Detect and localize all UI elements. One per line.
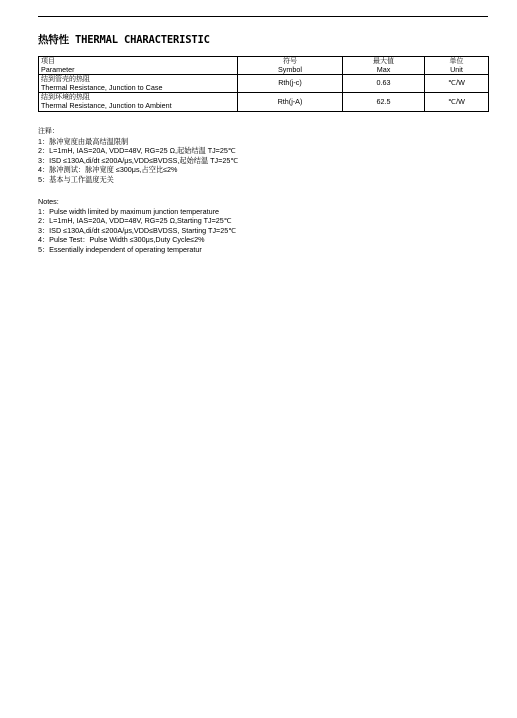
row-symbol: Rth(j-A) [238,93,343,111]
note-item: 4：Pulse Test：Pulse Width ≤300μs,Duty Cycle≤2% [38,235,205,245]
note-item: 5：基本与工作温度无关 [38,174,114,184]
notes-chinese [38,127,238,185]
row-symbol: Rth(j-c) [238,75,343,93]
note-item: 3：ISD ≤130A,di/dt ≤200A/μs,VDD≤BVDSS, Starting TJ=25℃ [38,225,237,235]
header-max-en: Max [376,64,391,74]
row-parameter-zh: 结到环境的热阻 [41,93,90,102]
notes-chinese-title: 注释： [38,127,59,135]
header-symbol [238,57,343,75]
header-unit-zh: 单位 [449,57,464,65]
row-parameter-zh: 结到管壳的热阻 [41,75,90,84]
thermal-characteristics-table [38,56,489,112]
header-max-zh: 最大值 [373,57,394,65]
header-parameter-zh: 项目 [41,57,55,65]
table-header-row [39,57,489,75]
section-heading: 热特性 THERMAL CHARACTERISTIC [38,34,210,46]
row-parameter [39,93,238,111]
table-row [39,93,489,111]
header-unit-en: Unit [450,64,463,74]
note-item: 3：ISD ≤130A,di/dt ≤200A/μs,VDD≤BVDSS,起始结温 TJ=25℃ [38,155,239,165]
row-parameter [39,75,238,93]
header-parameter [39,57,238,75]
header-symbol-zh: 符号 [283,57,297,65]
note-item: 1：Pulse width limited by maximum junction temperature [38,206,219,216]
header-parameter-en: Parameter [41,64,75,74]
notes-english-title: Notes: [38,197,59,206]
notes-english [38,197,236,255]
note-item: 4：脉冲测试：脉冲宽度 ≤300μs,占空比≤2% [38,165,178,175]
top-rule [38,16,488,17]
note-item: 2：L=1mH, IAS=20A, VDD=48V, RG=25 Ω,Starting TJ=25℃ [38,216,232,226]
row-parameter-en: Thermal Resistance, Junction to Ambient [41,100,172,110]
header-max [343,57,425,75]
note-item: 1：脉冲宽度由最高结温限制 [38,136,129,146]
row-parameter-en: Thermal Resistance, Junction to Case [41,82,163,92]
note-item: 2：L=1mH, IAS=20A, VDD=48V, RG=25 Ω,起始结温 TJ=25℃ [38,146,236,156]
row-unit: ℃/W [425,75,489,93]
table-row [39,75,489,93]
header-symbol-en: Symbol [278,64,302,74]
note-item: 5：Essentially independent of operating temperatur [38,244,202,254]
row-max: 0.63 [343,75,425,93]
row-max: 62.5 [343,93,425,111]
header-unit [425,57,489,75]
row-unit: ℃/W [425,93,489,111]
